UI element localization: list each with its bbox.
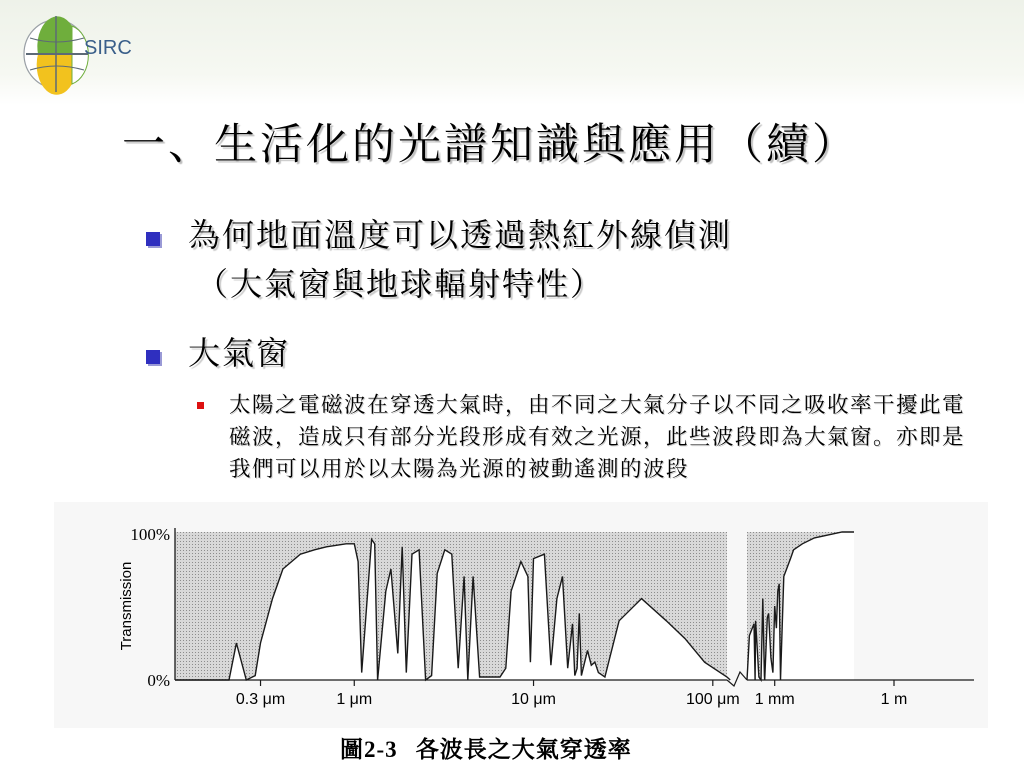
y-tick-label: 100% — [130, 525, 170, 544]
bullet-marker-2 — [146, 350, 160, 364]
sub-bullet-marker — [197, 402, 204, 409]
x-tick-label: 0.3 μm — [235, 691, 286, 708]
page-title: 一、生活化的光譜知識與應用（續） — [122, 120, 858, 170]
bullet-1-line1: 為何地面溫度可以透過熱紅外線偵測 — [188, 216, 733, 254]
x-tick-label: 10 μm — [511, 691, 556, 708]
bullet-marker-1 — [146, 232, 160, 246]
x-tick-label: 1 μm — [336, 691, 373, 708]
sub-bullet-text: 太陽之電磁波在穿透大氣時，由不同之大氣分子以不同之吸收率干擾此電磁波，造成只有部分光段形成有效之光源，此些波段即為大氣窗。亦即是我們可以用於以太陽為光源的被動遙測的波段 — [229, 393, 966, 482]
sirc-logo — [14, 10, 164, 96]
x-tick-label: 1 mm — [754, 691, 795, 708]
caption-label: 圖2-3 — [340, 737, 398, 762]
y-axis-label: Transmission — [118, 561, 135, 651]
y-tick-label: 0% — [147, 671, 170, 690]
transmission-chart — [54, 502, 988, 728]
x-tick-label: 100 μm — [685, 691, 740, 708]
plot-area — [175, 532, 854, 680]
bullet-2-text: 大氣窗 — [188, 334, 291, 372]
logo-text: SIRC — [84, 37, 132, 59]
bullet-1-line2: （大氣窗與地球輻射特性） — [196, 265, 605, 303]
x-tick-label: 1 m — [880, 691, 908, 708]
figure-caption — [340, 731, 632, 764]
caption-text: 各波長之大氣穿透率 — [415, 736, 632, 763]
